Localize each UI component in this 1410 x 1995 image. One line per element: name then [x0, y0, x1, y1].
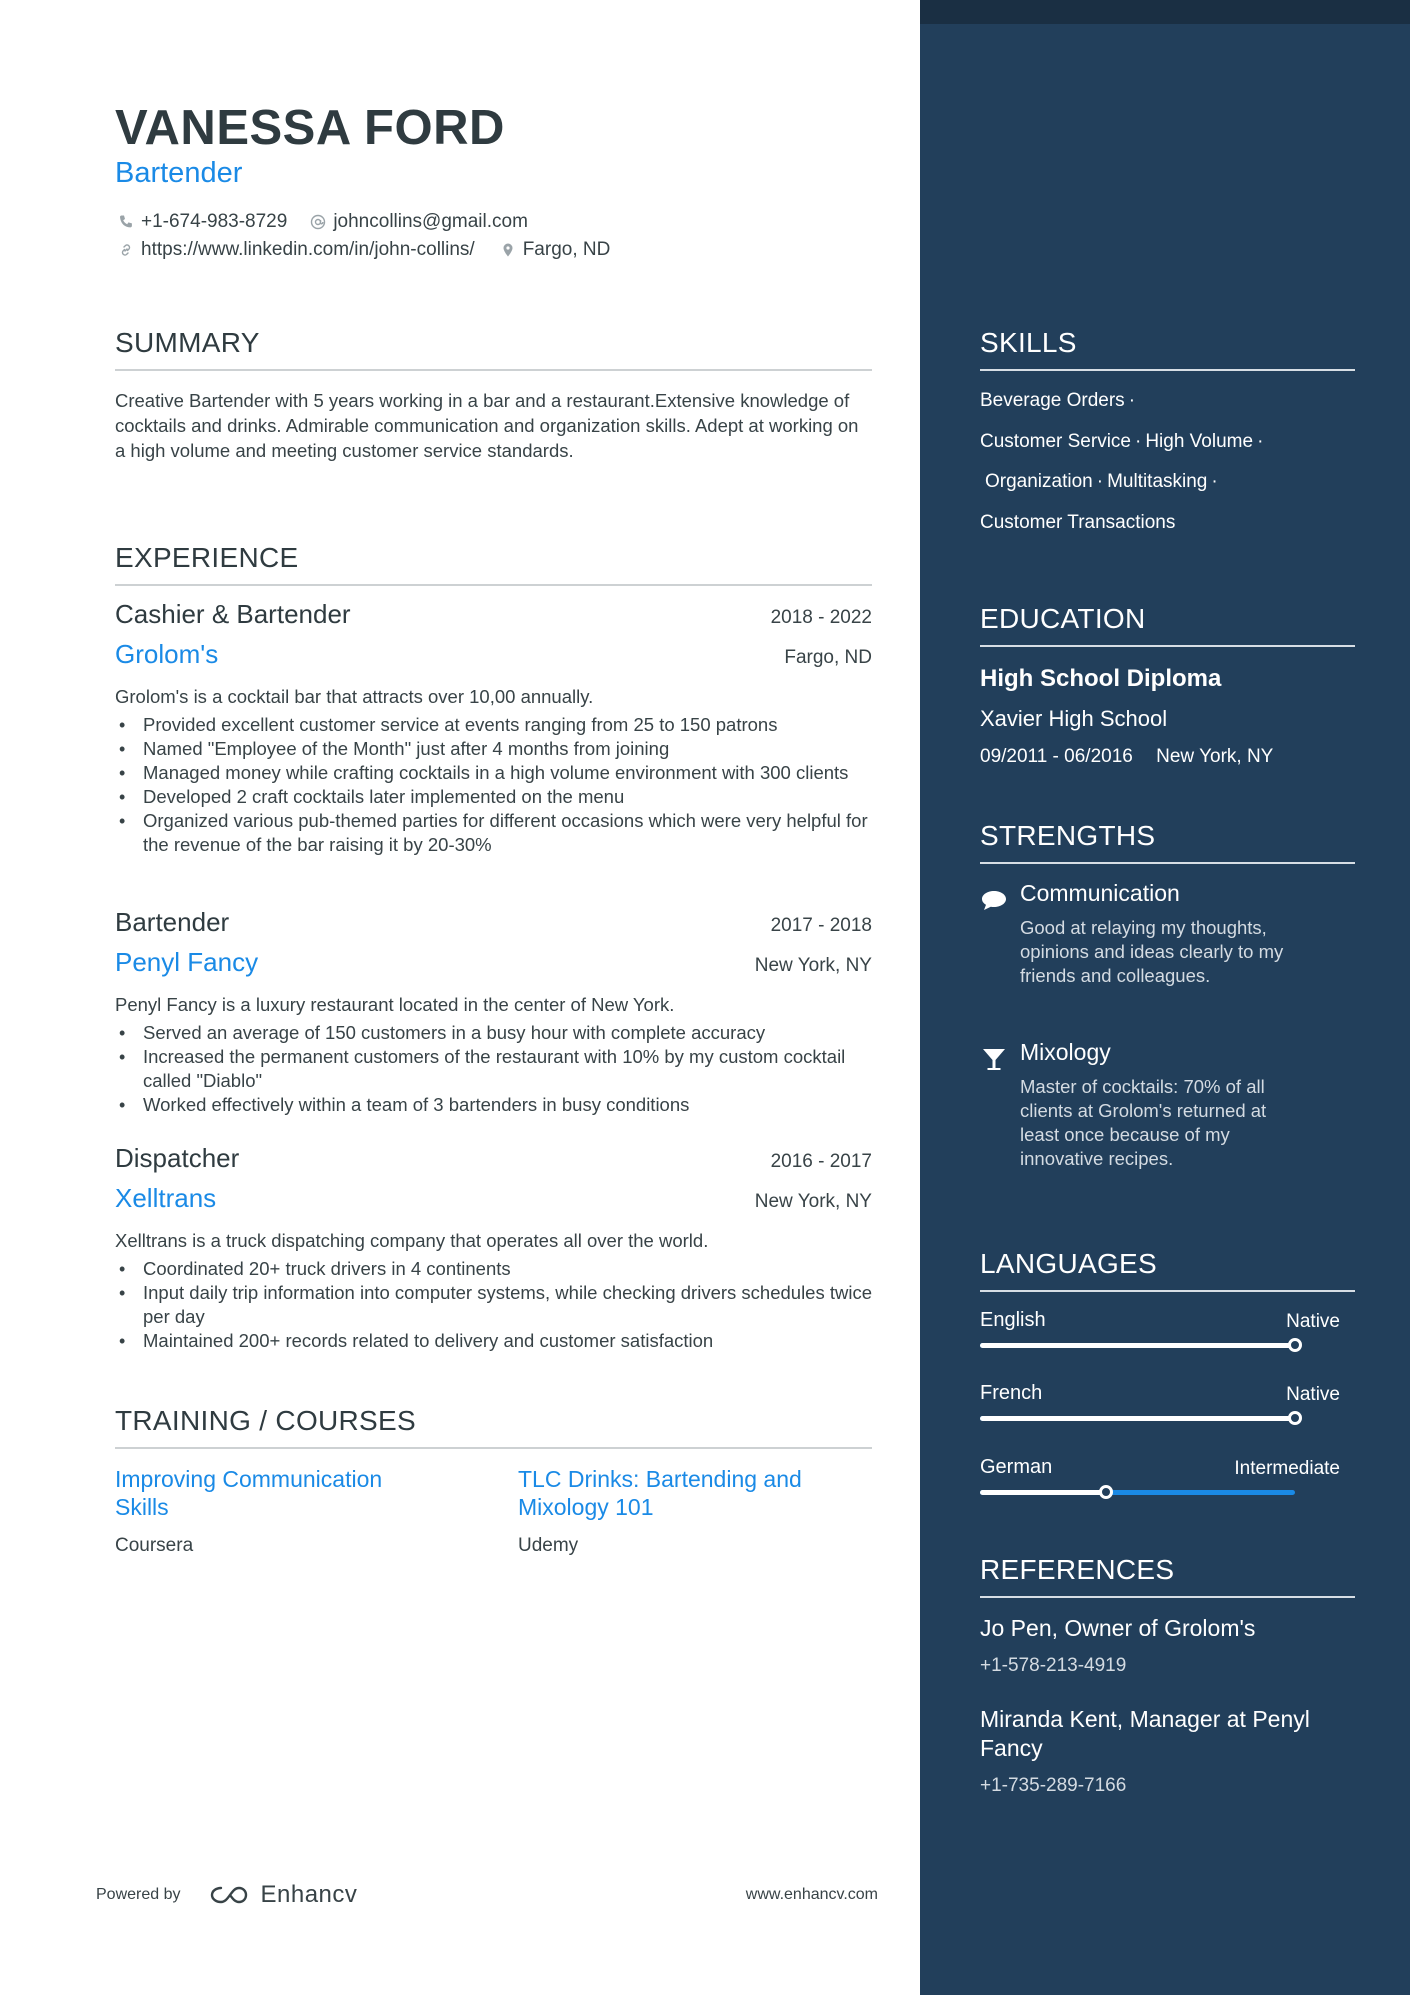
references-heading: REFERENCES [980, 1554, 1355, 1598]
language-bar-fill [980, 1343, 1295, 1348]
education-location: New York, NY [1156, 746, 1274, 767]
course-provider: Coursera [115, 1535, 194, 1556]
job-bullet: • Served an average of 150 customers in a busy hour with complete accuracy [115, 1021, 872, 1045]
skill-item: Customer Transactions [980, 511, 1176, 533]
powered-by-label: Powered by [96, 1886, 181, 1903]
contact-row-1 [115, 211, 548, 233]
education-dates: 09/2011 - 06/2016 [980, 746, 1133, 767]
skill-item: Customer Service [980, 430, 1131, 452]
powered-by [96, 1881, 357, 1909]
job-bullet: • Worked effectively within a team of 3 bartenders in busy conditions [115, 1093, 872, 1117]
job-location: New York, NY [754, 1191, 872, 1212]
footer [96, 1880, 878, 1910]
job-title: Cashier & Bartender [115, 599, 351, 629]
job-bullet: • Increased the permanent customers of the restaurant with 10% by my custom cocktail called "Diablo" [115, 1045, 872, 1093]
map-pin-icon [497, 239, 519, 261]
job-dates: 2016 - 2017 [770, 1151, 872, 1172]
skill-separator: · [1257, 430, 1264, 452]
language-bar-track [980, 1416, 1295, 1421]
email-text[interactable]: johncollins@gmail.com [333, 211, 528, 232]
language-item [980, 1456, 1355, 1504]
skill-item: Organization [985, 471, 1093, 493]
course-item [115, 1465, 518, 1557]
reference-phone: +1-578-213-4919 [980, 1655, 1127, 1676]
language-bar-fill [980, 1490, 1106, 1495]
reference-phone: +1-735-289-7166 [980, 1775, 1127, 1796]
job-bullet: • Organized various pub-themed parties for different occasions which were very helpful for the revenue of the bar raising it by 20-30% [115, 809, 872, 857]
job-bullet: • Developed 2 craft cocktails later implemented on the menu [115, 785, 872, 809]
email-contact[interactable] [307, 211, 528, 233]
sidebar [920, 0, 1410, 1995]
job-entry-3 [115, 1143, 872, 1353]
language-item [980, 1382, 1355, 1430]
strength-description: Good at relaying my thoughts, opinions and ideas clearly to my friends and colleagues. [1020, 917, 1284, 986]
speech-bubble-icon [980, 886, 1008, 914]
language-name: German [980, 1456, 1053, 1478]
job-company: Xelltrans [115, 1183, 217, 1213]
job-bullet: • Coordinated 20+ truck drivers in 4 continents [115, 1257, 872, 1281]
job-bullets [115, 1021, 872, 1117]
language-level: Intermediate [1234, 1458, 1340, 1479]
language-bar-knob [1288, 1338, 1302, 1352]
languages-heading: LANGUAGES [980, 1248, 1355, 1292]
job-dates: 2017 - 2018 [770, 915, 872, 936]
reference-name: Jo Pen, Owner of Grolom's [980, 1615, 1256, 1641]
strength-title: Mixology [1020, 1039, 1111, 1065]
skill-item: Multitasking [1107, 471, 1208, 493]
job-bullet: • Input daily trip information into computer systems, while checking drivers schedules twice per day [115, 1281, 872, 1329]
language-bar-track [980, 1490, 1295, 1495]
skill-item: Beverage Orders [980, 390, 1125, 411]
location-contact [497, 239, 611, 261]
education-school: Xavier High School [980, 706, 1168, 731]
skills-heading: SKILLS [980, 327, 1355, 371]
skill-separator: · [1135, 430, 1142, 452]
brand-name: Enhancv [260, 1881, 358, 1908]
phone-text: +1-674-983-8729 [141, 211, 288, 232]
summary-text: Creative Bartender with 5 years working in a bar and a restaurant.Extensive knowledge of cocktails and drinks. Admirable communication and organization skills. Adept at working on a high volume and meeting customer service standards. [115, 390, 859, 461]
education-heading: EDUCATION [980, 603, 1355, 647]
language-level: Native [1286, 1384, 1340, 1405]
cocktail-glass-icon [980, 1045, 1008, 1073]
language-bar-knob [1288, 1411, 1302, 1425]
at-sign-icon [307, 211, 329, 233]
skill-separator: · [1211, 471, 1218, 493]
job-bullets [115, 1257, 872, 1353]
skill-separator: · [1128, 390, 1136, 411]
language-item [980, 1309, 1355, 1357]
job-entry-1 [115, 599, 872, 857]
job-description: Penyl Fancy is a luxury restaurant located in the center of New York. [115, 994, 675, 1015]
course-provider: Udemy [518, 1535, 579, 1556]
skills-line [980, 471, 1355, 512]
job-location: Fargo, ND [784, 647, 872, 668]
job-title: Bartender [115, 907, 230, 937]
enhancv-logo[interactable] [207, 1881, 358, 1909]
language-bar-track [980, 1343, 1295, 1348]
education-degree: High School Diploma [980, 665, 1222, 692]
skills-line [980, 512, 1355, 553]
course-title: TLC Drinks: Bartending and Mixology 101 [518, 1466, 802, 1520]
phone-contact [115, 211, 287, 233]
enhancv-logo-icon [207, 1883, 253, 1907]
language-name: English [980, 1309, 1046, 1331]
strength-title: Communication [1020, 880, 1180, 906]
job-description: Grolom's is a cocktail bar that attracts over 10,00 annually. [115, 686, 594, 707]
footer-url[interactable]: www.enhancv.com [745, 1886, 878, 1903]
language-name: French [980, 1382, 1043, 1404]
course-item [518, 1465, 872, 1557]
skills-list [980, 390, 1355, 552]
link-icon [115, 239, 137, 261]
strengths-heading: STRENGTHS [980, 820, 1355, 864]
course-title: Improving Communication Skills [115, 1466, 383, 1520]
phone-icon [115, 211, 137, 233]
candidate-name: VANESSA FORD [115, 101, 505, 155]
skills-line [980, 431, 1355, 472]
job-bullet: • Named "Employee of the Month" just after 4 months from joining [115, 737, 872, 761]
language-bar-knob [1099, 1485, 1113, 1499]
job-company: Grolom's [115, 639, 219, 669]
job-bullet: • Provided excellent customer service at events ranging from 25 to 150 patrons [115, 713, 872, 737]
skill-separator: · [1096, 471, 1104, 493]
job-company: Penyl Fancy [115, 947, 259, 977]
contact-row-2 [115, 239, 630, 261]
skills-line [980, 390, 1355, 431]
job-dates: 2018 - 2022 [770, 607, 872, 628]
job-bullet: • Managed money while crafting cocktails in a high volume environment with 300 clients [115, 761, 872, 785]
sidebar-top-bar [920, 0, 1410, 24]
skill-item: High Volume [1145, 430, 1254, 452]
language-level: Native [1286, 1311, 1340, 1332]
location-text: Fargo, ND [522, 239, 611, 260]
training-heading: TRAINING / COURSES [115, 1405, 872, 1449]
linkedin-text[interactable]: https://www.linkedin.com/in/john-collins/ [141, 239, 475, 260]
job-description: Xelltrans is a truck dispatching company that operates all over the world. [115, 1230, 709, 1251]
job-bullet: • Maintained 200+ records related to delivery and customer satisfaction [115, 1329, 872, 1353]
job-title: Dispatcher [115, 1143, 240, 1173]
job-entry-2 [115, 907, 872, 1117]
summary-heading: SUMMARY [115, 327, 872, 371]
reference-name: Miranda Kent, Manager at Penyl Fancy [980, 1706, 1310, 1761]
experience-heading: EXPERIENCE [115, 542, 872, 586]
strength-description: Master of cocktails: 70% of all clients at Grolom's returned at least once because of my innovative recipes. [1020, 1076, 1267, 1169]
candidate-role: Bartender [115, 157, 243, 189]
job-bullets [115, 713, 872, 857]
job-location: New York, NY [754, 955, 872, 976]
courses-grid [115, 1465, 872, 1557]
language-bar-fill [980, 1416, 1295, 1421]
education-meta [980, 746, 1273, 768]
linkedin-contact[interactable] [115, 239, 475, 261]
